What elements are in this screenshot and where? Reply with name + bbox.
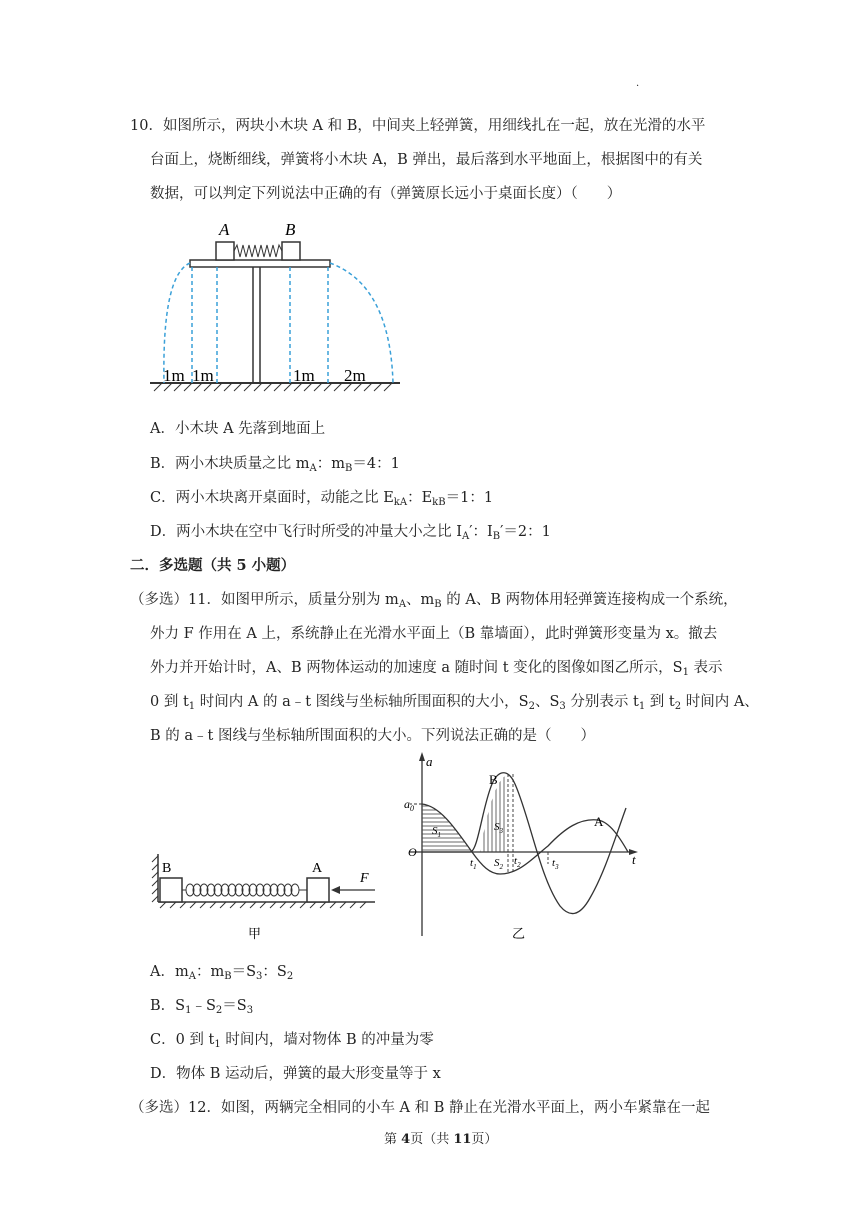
q10-option-a: A．小木块 A 先落到地面上 [150,421,326,437]
yi-origin: O [408,845,417,859]
label-a: A [219,220,230,239]
q10-option-d: D．两小木块在空中飞行时所受的冲量大小之比 $I_A'$：$I_B'=2$：1 [150,524,551,542]
yi-s2: $S_2$ [494,857,503,871]
q12-line-1: （多选）12．如图，两辆完全相同的小车 A 和 B 静止在光滑水平面上，两小车紧靠在一起 [130,1100,711,1116]
q11-option-b: B．$S_1﹣S_2=S_3$ [150,998,254,1016]
section-heading: 二．多选题（共 5 小题） [130,557,296,574]
yi-t3: $t_3$ [552,857,559,871]
footer-page-number: 4 [401,1132,411,1147]
jia-label-f: F [360,871,369,886]
q10-line-1: 10．如图所示，两块小木块 A 和 B，中间夹上轻弹簧，用细线扎在一起，放在光滑的水平 [130,118,706,134]
q10-option-c: C．两小木块离开桌面时，动能之比 $E_{kA}$：$E_{kB}=1$：1 [150,490,494,508]
q11-line-3: 外力并开始计时，A、B 两物体运动的加速度 a 随时间 t 变化的图像如图乙所示，$S_1$ 表示 [150,660,723,678]
q11-option-c: C．0 到 $t_1$ 时间内，墙对物体 B 的冲量为零 [150,1032,434,1050]
yi-s3: $S_3$ [494,821,503,835]
yi-label-b: B [489,772,498,787]
yi-a0: $a_0$ [404,797,414,813]
dist-label-1: 1m [163,366,185,385]
page-footer: 第 4页（共 11页） [384,1132,498,1147]
label-b: B [285,220,296,239]
dist-label-4: 2m [344,366,366,385]
block-b-jia [160,878,182,902]
spring-jia [182,884,307,896]
yi-label-a: A [594,814,604,829]
q10-line-2: 台面上，烧断细线，弹簧将小木块 A，B 弹出，最后落到水平地面上，根据图中的有关 [150,152,703,168]
yi-s1: $S_1$ [432,825,441,839]
q11-option-a: A．$m_A$：$m_B=S_3$：$S_2$ [150,964,294,982]
q11-line-5: B 的 a﹣t 图线与坐标轴所围面积的大小。下列说法正确的是（ ） [150,728,595,744]
trajectory-b [330,263,393,383]
top-mark: . [636,78,640,89]
dist-label-2: 1m [192,366,214,385]
q11-line-4: 0 到 $t_1$ 时间内 A 的 a﹣t 图线与坐标轴所围面积的大小，$S_2$、$S_3$ 分别表示 $t_1$ 到 $t_2$ 时间内 A、 [150,694,759,712]
q11-option-d: D．物体 B 运动后，弹簧的最大形变量等于 x [150,1066,441,1082]
yi-axis-t: t [632,852,636,867]
table-top [190,260,330,267]
q11-figure-yi [370,748,650,943]
block-a [216,242,234,260]
block-a-jia [307,878,329,902]
spring [234,245,282,257]
q11-line-1: （多选）11．如图甲所示，质量分别为 $m_A$、$m_B$ 的 A、B 两物体用轻弹簧连接构成一个系统， [130,592,738,610]
yi-t1: $t_1$ [470,857,477,871]
q10-option-b: B．两小木块质量之比 $m_A$：$m_B=4$：1 [150,456,400,474]
footer-total-pages: 11 [453,1132,472,1147]
q11-line-2: 外力 F 作用在 A 上，系统静止在光滑水平面上（B 靠墙面），此时弹簧形变量为 x。撤去 [150,626,718,642]
yi-axis-a: a [426,754,433,769]
area-s1 [422,804,472,852]
dist-label-3: 1m [293,366,315,385]
yi-caption: 乙 [512,926,526,941]
yi-t2: $t_2$ [514,855,521,869]
q11-figure-jia [150,848,390,943]
q10-figure [150,215,410,395]
trajectory-a [164,263,190,383]
jia-label-a: A [312,861,323,876]
q10-line-3: 数据，可以判定下列说法中正确的有（弹簧原长远小于桌面长度）（ ） [150,186,622,202]
block-b [282,242,300,260]
jia-caption: 甲 [248,926,262,941]
jia-label-b: B [162,861,172,876]
